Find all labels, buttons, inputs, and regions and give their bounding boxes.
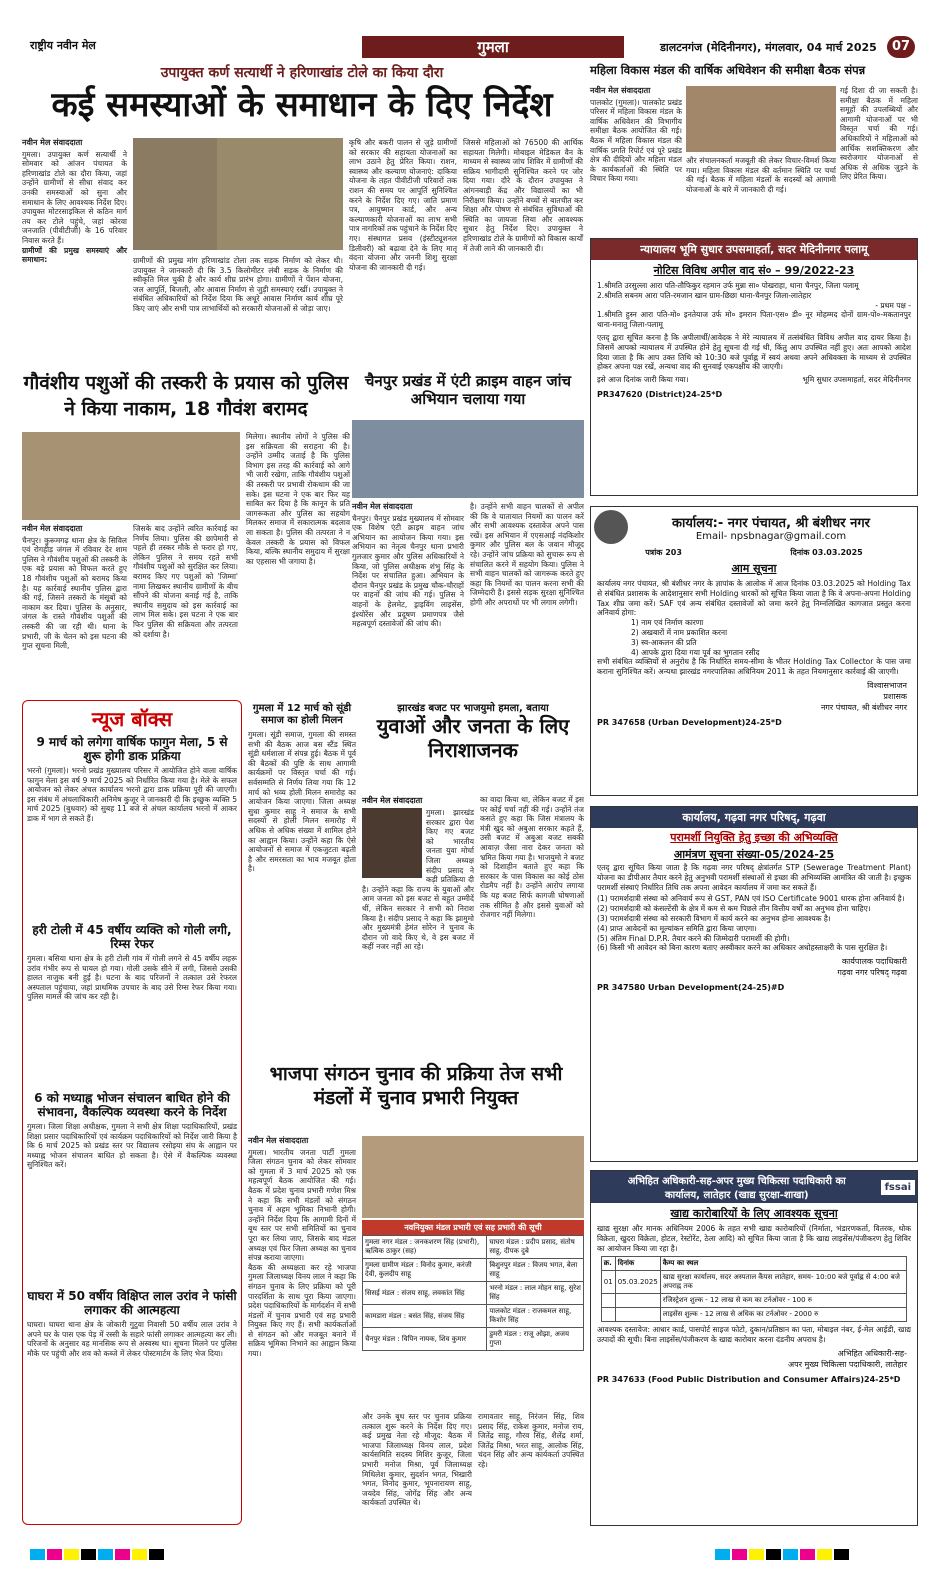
women-photo (686, 86, 836, 152)
bjp-column-1: नवीन मेल संवाददाता गुमला। भारतीय जनता पार्टी गुमला जिला संगठन चुनाव को लेकर सोमवार को गुमला में 3 मार्च 2025 को एक महत्वपूर्ण बैठक आयोजित की गई। बैठक में प्रदेश चुनाव प्रभारी गणेश मिश्र ने कहा कि सभी मंडलों को संगठन चुनाव में अहम भूमिका निभानी होगी। उन्होंने निर्देश दिया कि आगामी दिनों में बूथ स्तर पर सभी समितियों का चुनाव पूरा कर लिया जाए, जिसके बाद मंडल अध्यक्ष एवं फिर जिला अध्यक्ष का चुनाव संपन्न कराया जाएगा। बैठक की अध्यक्षता कर रहे भाजपा गुमला जिलाध्यक्ष विनय लाल ने कहा कि संगठन चुनाव के लिए प्रक्रिया को पूरी पारदर्शिता के साथ पूरा किया जाएगा। प्रदेश पदाधिकारियों के मार्गदर्शन में सभी मंडलों में चुनाव प्रभारी एवं सह प्रभारी नियुक्त किए गए हैं। सभी कार्यकर्ताओं से संगठन को और मजबूत बनाने में सक्रिय भूमिका निभाने का आह्वान किया गया। (248, 1136, 356, 1359)
news-item: हरी टोली में 45 वर्षीय व्यक्ति को गोली लगी, रिम्स रेफर गुमला। बसिया थाना क्षेत्र के हरी टोली गांव में गोली लगने से 45 वर्षीय लहरू उरांव गंभीर रूप से घायल हो गया। गोली उसके सीने में लगी, जिससे उसकी हालत नाजुक बनी हुई है। घटना के बाद परिजनों ने तत्काल उसे रेफरल अस्पताल पहुंचाया, जहां प्राथमिक उपचार के बाद उसे रिम्स रेफर किया गया। पुलिस मामले की जांच कर रही है। (27, 923, 237, 1002)
color-registration-bar (30, 1545, 230, 1559)
page-number: 07 (887, 36, 915, 58)
cow-column-2: जिसके बाद उन्होंने त्वरित कार्रवाई का निर्णय लिया। पुलिस की छापेमारी से पहले ही तस्कर मौके से फरार हो गए, लेकिन पुलिस ने समय रहते सभी गौवंशीय पशुओं को सुरक्षित कर लिया। बरामद किए गए पशुओं को 'जिम्मा' नामा लिखकर स्थानीय ग्रामीणों के बीच सौंपने की योजना बनाई गई है, ताकि स्थानीय समुदाय को इस कार्रवाई का लाभ मिल सके। इस घटना ने एक बार फिर पुलिस की सक्रियता और तत्परता को दर्शाया है। (133, 524, 238, 639)
lead-column-2: ग्रामीणों की प्रमुख मांग हरिणाखांड टोला तक सड़क निर्माण को लेकर थी। उपायुक्त ने जानकारी दी कि 3.5 किलोमीटर लंबी सड़क के निर्माण की स्वीकृति मिल चुकी है और कार्य शीघ्र प्रारंभ होगा। ग्रामीणों ने पेंशन योजना, जल आपूर्ति, बिजली, और आवास निर्माण से जुड़ी समस्याएं रखीं। उपायुक्त ने संबंधित अधिकारियों को निर्देश दिया कि अधूरे आवास निर्माण कार्य शीघ्र पूरे किए जाएं और सभी पात्र लाभार्थियों को सरकारी योजनाओं से जोड़ा जाए। (133, 256, 343, 313)
bjp-column-2: और उनके बूथ स्तर पर चुनाव प्रक्रिया तत्काल शुरू करने के निर्देश दिए गए। कई प्रमुख नेता रहे मौजूद: बैठक में भाजपा जिलाध्यक्ष विनय लाल, प्रदेश कार्यसमिति सदस्य मिशिर कुजूर, जिला प्रभारी मनोज मिश्रा, पूर्व जिलाध्यक्ष मिथिलेश कुमार, सुदर्शन भगत, भिखारी भगत, विनोद कुमार, भूपनारायण साहू, जयदेव सिंह, जोगेंद्र सिंह और अन्य कार्यकर्ता उपस्थित थे। (362, 1412, 472, 1508)
chainpur-photo (352, 420, 584, 498)
news-box (22, 700, 242, 1525)
emblem-icon (594, 510, 628, 544)
bjp-headline: भाजपा संगठन चुनाव की प्रक्रिया तेज सभी मंडलों में चुनाव प्रभारी नियुक्त (269, 1063, 563, 1109)
budget-headline: युवाओं और जनता के लिए निराशाजनक (376, 714, 570, 762)
section-banner: गुमला (362, 36, 624, 58)
holi-headline: गुमला में 12 मार्च को सूंडी समाज का होली मिलन (252, 703, 352, 726)
news-item: 6 को मध्याह्न भोजन संचालन बाधित होने की संभावना, वैकल्पिक व्यवस्था करने के निर्देश गुमला। जिला शिक्षा अधीक्षक, गुमला ने सभी क्षेत्र शिक्षा पदाधिकारियों, प्रखंड शिक्षा प्रसार पदाधिकारियों एवं कार्यक्रम पदाधिकारियों को निर्देश जारी किया है कि 6 मार्च 2025 को प्रखंड स्तर पर विद्यालय रसोइया संघ के आह्वान पर मध्याह्न भोजन संचालन बाधित हो सकता है। ऐसे में वैकल्पिक व्यवस्था सुनिश्चित करें। (27, 1091, 237, 1170)
chainpur-headline: चैनपुर प्रखंड में एंटी क्राइम वाहन जांच अभियान चलाया गया (364, 372, 572, 408)
color-registration-bar (715, 1545, 915, 1559)
lead-kicker: उपायुक्त कर्ण सत्यार्थी ने हरिणाखांड टोले का किया दौरा (160, 65, 444, 81)
lead-column-4: जिससे महिलाओं को 76500 की आर्थिक सहायता मिलेगी। मोबाइल मेडिकल वैन के माध्यम से स्वास्थ्य जांच शिविर में ग्रामीणों की सक्रिय भागीदारी सुनिश्चित करने पर जोर दिया गया। दौरे के दौरान उपायुक्त ने आंगनबाड़ी केंद्र और विद्यालयों का भी निरीक्षण किया। उन्होंने बच्चों से बातचीत कर शिक्षा और पोषण से संबंधित सुविधाओं की स्थिति का जायजा लिया और आवश्यक सुधार हेतु निर्देश दिए। उपायुक्त ने हरिणाखांड टोले के ग्रामीणों को विकास कार्यों में तेजी लाने की जानकारी दी। (463, 138, 583, 253)
women-column-2: और संचालनकर्ता मजबूती की लेकर विचार-विमर्श किया गया। महिला विकास मंडल की वर्तमान स्थिति पर चर्चा की गई। बैठक में महिला मंडलों के सदस्यों को आगामी योजनाओं के बारे में जानकारी दी गई। (686, 156, 836, 194)
women-column-1: नवीन मेल संवाददाता पालकोट (गुमला)। पालकोट प्रखंड परिसर में महिला विकास मंडल के वार्षिक अधिवेशन की विभागीय समीक्षा बैठक आयोजित की गई। बैठक में महिला विकास मंडल की वार्षिक प्रगति रिपोर्ट एवं पूरे प्रखंड क्षेत्र की दीदियों और महिला मंडल के कार्यकर्ताओं की स्थिति पर विचार किया गया। (590, 86, 682, 184)
camp-table: क्र. दिनांक कैम्प का स्थल 01 05.03.2025 खाद्य सुरक्षा कार्यालय, सदर अस्पताल कैंपस लातेहार, समय- 10:00 बजे पूर्वाह्न से 4:00 बजे अपराह्न तक रजिस्ट्रेशन शुल्क - 12 लाख से कम का टर्नओवर - 100 रु लाइसेंस शुल्क - 12 लाख से अधिक का टर्नओवर - 2000 रु (601, 1256, 907, 1322)
cow-column-3: मिलेगा। स्थानीय लोगों ने पुलिस की इस सक्रियता की सराहना की है। उन्होंने उम्मीद जताई है कि पुलिस विभाग इस तरह की कार्रवाई को आगे भी जारी रखेगा, ताकि गौवंशीय पशुओं की तस्करी पर प्रभावी रोकथाम की जा सके। इस घटना ने एक बार फिर यह साबित कर दिया है कि कानून के प्रति जागरूकता और पुलिस का सहयोग मिलकर समाज में सकारात्मक बदलाव ला सकता है। पुलिस की तत्परता ने न केवल तस्करी के प्रयास को विफल किया, बल्कि स्थानीय समुदाय में सुरक्षा का एहसास भी जगाया है। (246, 432, 350, 566)
bjp-list-title: नवनियुक्त मंडल प्रभारी एवं सह प्रभारी की सूची (362, 1220, 584, 1235)
bjp-photo (362, 1136, 584, 1218)
bjp-list-table: गुमला नगर मंडल : जनकशरण सिंह (प्रभारी), ऋत्विक ठाकुर (सह) घाघरा मंडल : प्रदीप प्रसाद, संतोष साहू, दीपक दुबे गुमला ग्रामीण मंडल : विनोद कुमार, करंजी देवी, कुलदीप साहू बिशुनपुर मंडल : विजय भगत, बेला साहू सिसई मंडल : संजय साहू, लवकांत सिंह भरनो मंडल : लाल मोहन साहू, सुरेश सिंह कामडारा मंडल : बसंत सिंह, संजय सिंह पालकोट मंडल : राजकमल साहू, किशोर सिंह चैनपुर मंडल : विपिन नायक, शिव कुमार डुमरी मंडल : राजू ओझा, अजय गुप्ता (362, 1235, 584, 1351)
cow-headline: गौवंशीय पशुओं की तस्करी के प्रयास को पुलिस ने किया नाकाम, 18 गौवंश बरामद (23, 372, 349, 420)
budget-headline-block (362, 700, 584, 792)
dateline: डालटनगंज (मेदिनीनगर), मंगलवार, 04 मार्च 2025 (660, 41, 877, 54)
masthead (0, 0, 945, 60)
bjp-list (362, 1220, 584, 1410)
budget-column-1: नवीन मेल संवाददाता गुमला। झारखंड सरकार द्वारा पेश किए गए बजट को भारतीय जनता युवा मोर्चा जिला अध्यक्ष संदीप प्रसाद ने कड़ी प्रतिक्रिया दी है। उन्होंने कहा कि राज्य के युवाओं और आम जनता को इस बजट से बहुत उम्मीदें थीं, लेकिन सरकार ने सभी को निराश किया है। संदीप प्रसाद ने कहा कि झामुमो और मुख्यमंत्री हेमंत सोरेन ने चुनाव के दौरान जो वादे किए थे, वे इस बजट में कहीं नजर नहीं आ रहे। (362, 796, 474, 952)
fssai-logo: fssai (881, 1180, 915, 1195)
cow-photo (22, 432, 240, 520)
chainpur-column-2: है। उन्होंने सभी वाहन चालकों से अपील की कि वे यातायात नियमों का पालन करें और सभी आवश्यक दस्तावेज अपने पास रखें। इस अभियान में एएसआई नंदकिशोर कुमार और पुलिस बल के जवान मौजूद रहे। उन्होंने जांच प्रक्रिया को सुचारू रूप से संचालित करने में सहयोग किया। पुलिस ने सभी वाहन चालकों को जागरूक करते हुए कहा कि नियमों का पालन करना सभी की जिम्मेदारी है। इससे सड़क सुरक्षा सुनिश्चित होगी और अपराधों पर भी लगाम लगेगी। (470, 502, 585, 607)
news-box-title: न्यूज बॉक्स (91, 707, 173, 731)
lead-column-3: कृषि और बकरी पालन से जुड़े ग्रामीणों को सरकार की सहायता योजनाओं का लाभ उठाने हेतु प्रेरित किया। राशन, स्वास्थ्य और कल्याण योजनाएं: दाकिया योजना के तहत पीवीटीजी परिवारों तक राशन की समय पर आपूर्ति सुनिश्चित करने के निर्देश दिए गए। जाति प्रमाण पत्र, आयुष्मान कार्ड, और अन्य कल्याणकारी योजनाओं का लाभ सभी पात्र नागरिकों तक पहुंचाने के निर्देश दिए गए। संस्थागत प्रसव (इंस्टीट्यूशनल डिलीवरी) को बढ़ावा देने के लिए मातृ वंदना योजना और जननी शिशु सुरक्षा योजना की जानकारी दी गई। (349, 138, 457, 272)
news-item: घाघरा में 50 वर्षीय विक्षिप्त लाल उरांव ने फांसी लगाकर की आत्महत्या घाघरा। घाघरा थाना क्षेत्र के जोकारी गुटुवा निवासी 50 वर्षीय लाल उरांव ने अपने घर के पास एक पेड़ में रस्सी के सहारे फांसी लगाकर आत्महत्या कर ली। परिजनों के अनुसार वह मानसिक रूप से अस्वस्थ था। सूचना मिलने पर पुलिस मौके पर पहुंची और शव को कब्जे में लेकर पोस्टमार्टम के लिए भेज दिया। (27, 1289, 237, 1358)
paper-name: राष्ट्रीय नवीन मेल (30, 39, 96, 52)
holi-story: गुमला में 12 मार्च को सूंडी समाज का होली मिलन गुमला। सूंडी समाज, गुमला की समस्त सभी की बैठक आज बस स्टैंड स्थित सूंडी धर्मशाला में संपन्न हुई। बैठक में पूर्व की बैठकों की पुष्टि के साथ आगामी कार्यक्रमों पर विस्तृत चर्चा की गई। सर्वसम्मति से निर्णय लिया गया कि 12 मार्च को भव्य होली मिलन समारोह का आयोजन किया जाएगा। जिला अध्यक्ष सुधा कुमार साहू ने समाज के सभी सदस्यों से होली मिलन समारोह में अधिक से अधिक संख्या में शामिल होने का आह्वान किया। उन्होंने कहा कि ऐसे आयोजनों से समाज में एकजुटता बढ़ती है और समरसता का भाव मजबूत होता है। (248, 703, 356, 874)
budget-column-2: का वादा किया था, लेकिन बजट में इस पर कोई चर्चा नहीं की गई। उन्होंने तंज कसते हुए कहा कि जिस मंत्रालय के मंत्री खुद को अबुआ सरकार कहते हैं, उसी बजट में अबुआ बजट सबकी आवाज़ जैसा नारा देकर जनता को भ्रमित किया गया है। भाजयुमो ने बजट को दिशाहीन बताते हुए कहा कि सरकार के पास विकास का कोई ठोस रोडमैप नहीं है। उन्होंने आरोप लगाया कि यह बजट सिर्फ कागजी घोषणाओं तक सीमित है और इससे युवाओं को रोजगार नहीं मिलेगा। (480, 795, 584, 920)
bjp-column-3: रामावतार साहू, निरंजन सिंह, शिव प्रसाद सिंह, राकेश कुमार, मनोज राय, जितेंद्र साहू, गौरव सिंह, शैलेंद्र शर्मा, जितेंद्र मिश्रा, भरत साहू, आलोक सिंह, चंदन सिंह और अन्य कार्यकर्ता उपस्थित रहे। (478, 1412, 584, 1469)
lead-headline: कई समस्याओं के समाधान के दिए निर्देश (51, 85, 553, 125)
lead-photo-2 (217, 138, 343, 250)
nagar-panchayat-notice: कार्यालय:- नगर पंचायत, श्री बंशीधर नगर Email- npsbnagar@gmail.com पत्रांक 203 दिनांक 03.03.2025 आम सूचना कार्यालय नगर पंचायत, श्री बंशीधर नगर के ज्ञापांक के आलोक में आज दिनांक 03.03.2025 को Holding Tax से संबंधित प्रशासक के आदेशानुसार सभी Holding धारकों को सूचित किया जाता है कि वे अपना-अपना Holding Tax शीघ्र जमा करें। SAF एवं अन्य संबंधित दस्तावेजों को जमा करने हेतु निम्नलिखित कागजात प्रस्तुत करना अनिवार्य होगा: 1) नाम एवं निर्माण कारणा 2) अखबारों में नाम प्रकाशित करना 3) स्व-आकलन की प्रति 4) आपके द्वारा दिया गया पूर्व का भुगतान रसीद सभी संबंधित व्यक्तियों से अनुरोध है कि निर्धारित समय-सीमा के भीतर Holding Tax Collector के पास जमा कराना सुनिश्चित करें। अन्यथा झारखंड नगरपालिका अधिनियम 2011 के तहत नियमानुसार कार्रवाई की जाएगी। विश्वासभाजन प्रशासक नगर पंचायत, श्री बंशीधर नगर PR 347658 (Urban Development)24-25*D (590, 506, 918, 796)
food-safety-notice: अभिहित अधिकारी-सह-अपर मुख्य चिकित्सा पदाधिकारी का कार्यालय, लातेहार (खाद्य सुरक्षा-शाखा) fssai खाद्य कारोबारियों के लिए आवश्यक सूचना खाद्य सुरक्षा और मानक अधिनियम 2006 के तहत सभी खाद्य कारोबारियों (निर्माता, भंडारणकर्ता, वितरक, थोक विक्रेता, खुदरा विक्रेता, होटल, रेस्टोरेंट, ठेला आदि) को सूचित किया जाता है कि खाद्य लाइसेंस/पंजीकरण हेतु शिविर का आयोजन किया जा रहा है। क्र. दिनांक कैम्प का स्थल 01 05.03.2025 खाद्य सुरक्षा कार्यालय, सदर अस्पताल कैंपस लातेहार, समय- 10:00 बजे पूर्वाह्न से 4:00 बजे अपराह्न तक रजिस्ट्रेशन शुल्क - 12 लाख से कम का टर्नओवर - 100 रु लाइसेंस शुल्क - 12 लाख से अधिक का टर्नओवर - 2000 रु आवश्यक दस्तावेज: आधार कार्ड, पासपोर्ट साइज फोटो, दुकान/प्रतिष्ठान का पता, मोबाइल नंबर, ई-मेल आईडी, खाद्य उत्पादों की सूची। बिना लाइसेंस/पंजीकरण के खाद्य कारोबार करना दंडनीय अपराध है। अभिहित अधिकारी-सह- अपर मुख्य चिकित्सा पदाधिकारी, लातेहार PR 347633 (Food Public Distribution and Consumer Affairs)24-25*D (590, 1170, 918, 1526)
budget-kicker: झारखंड बजट पर भाजयुमो हमला, बताया (397, 703, 549, 714)
court-notice: न्यायालय भूमि सुधार उपसमाहर्ता, सदर मेदिनीनगर पलामू नोटिस विविध अपील वाद सं० – 99/2022-23 1.श्रीमति उरसुल्ला आरा पति-तौफिकुर रहमान उर्फ मुन्ना सा० पोखराहा, थाना चैनपुर, जिला पलामू 2.श्रीमति सबनम आरा पति-रमजान खान ग्राम-छिछा थाना-चैनपुर जिला-लातेहार - प्रथम पक्ष - 1.श्रीमति हुस्न आरा पति-मो० इनतेयाज उर्फ मो० इमरान पिता-एस० डी० नूर मोहम्मद दोनों ग्राम-पो०-मकतानपुर थाना-मनातु जिला-पलामू एतद् द्वारा सूचित करना है कि अपीलार्थी/आवेदक ने मेरे न्यायालय में तत्संबंधित विविध अपील वाद दायर किया है। जिसमें आपको न्यायालय में उपस्थित होने हेतु सूचना दी गई थी, किंतु आप उपस्थित नहीं हुए। अतः आपको आदेश दिया जाता है कि आप उक्त तिथि को 10:30 बजे पूर्वाह्न में स्वयं अथवा अपने अधिवक्ता के माध्यम से उपस्थित होकर अपना पक्ष रखें, अन्यथा वाद की सुनवाई एकपक्षीय की जाएगी। इसे आज दिनांक जारी किया गया। भूमि सुधार उपसमाहर्ता, सदर मेदिनीनगर PR347620 (District)24-25*D (590, 238, 918, 496)
cow-column-1: नवीन मेल संवाददाता चैनपुर। कुरूमगढ़ थाना क्षेत्र के सिविल एवं रोगहीड़ जंगल में रविवार देर शाम पुलिस ने गौवंशीय पशुओं की तस्करी के एक बड़े प्रयास को विफल करते हुए 18 गौवंशीय पशुओं को बरामद किया है। यह कार्रवाई स्थानीय पुलिस द्वारा की गई, जिसने तस्करों के मंसूबों को नाकाम कर दिया। पुलिस के अनुसार, जंगल के रास्ते गौवंशीय पशुओं की तस्करी की जा रही थी। थाना के प्रभारी, जी के चेतन को इस घटना की गुप्त सूचना मिली, (22, 524, 128, 651)
news-item: 9 मार्च को लगेगा वार्षिक फागुन मेला, 5 से शुरू होगी डाक प्रक्रिया भरनो (गुमला)। भरनो प्रखंड मुख्यालय परिसर में आयोजित होने वाला वार्षिक फागुन मेला इस वर्ष 9 मार्च 2025 को निर्धारित किया गया है। मेले के सफल आयोजन को लेकर अंचल कार्यालय भरनो द्वारा डाक प्रक्रिया पूरी की जाएगी। इस संबंध में अंचलाधिकारी अनिमेष कुजूर ने जानकारी दी कि इच्छुक व्यक्ति 5 मार्च 2025 (बुधवार) को सुबह 11 बजे से अंचल कार्यालय भरनो में आकर डाक में भाग ले सकते हैं। (27, 735, 237, 823)
lead-column-1: नवीन मेल संवाददाता गुमला। उपायुक्त कर्ण सत्यार्थी ने सोमवार को आंजन पंचायत के हरिणाखांड टोले का दौरा किया, जहां उन्होंने ग्रामीणों से सीधा संवाद कर उनकी समस्याओं को सुना और समाधान के लिए आवश्यक निर्देश दिए। उपायुक्त मोटरसाइकिल से कठिन मार्ग तय कर टोले पहुंचे, जहां कोरवा जनजाति (पीवीटीजी) के 16 परिवार निवास करते हैं। ग्रामीणों की प्रमुख समस्याएं और समाधान: (22, 138, 127, 265)
chainpur-column-1: नवीन मेल संवाददाता चैनपुर। चैनपुर प्रखंड मुख्यालय में सोमवार एक विशेष एंटी क्राइम वाहन जांच अभियान का आयोजन किया गया। इस अभियान का नेतृत्व चैनपुर थाना प्रभारी गुलजार कुमार और पुलिस अधिकारियों ने किया, जो पुलिस अधीक्षक शंभु सिंह के निर्देश पर संचालित हुआ। अभियान के दौरान चैनपुर प्रखंड के प्रमुख चौक-चौराहों पर वाहनों की जांच की गई। पुलिस ने वाहनों के हेलमेट, ड्राइविंग लाइसेंस, इंश्योरेंस और प्रदूषण प्रमाणपत्र जैसे महत्वपूर्ण दस्तावेजों की जांच की। (352, 502, 464, 629)
budget-person-photo (362, 808, 422, 878)
women-column-3: गई दिशा दी जा सकती है। समीक्षा बैठक में महिला समूहों की उपलब्धियों और आगामी योजनाओं पर भी विस्तृत चर्चा की गई। अधिकारियों ने महिलाओं को आर्थिक सशक्तिकरण और स्वरोजगार योजनाओं से अधिक से अधिक जुड़ने के लिए प्रेरित किया। (840, 86, 918, 182)
garhwa-notice: कार्यालय, गढ़वा नगर परिषद्, गढ़वा परामर्शी नियुक्ति हेतु इच्छा की अभिव्यक्ति आमंत्रण सूचना संख्या-05/2024-25 एतद् द्वारा सूचित किया जाता है कि गढ़वा नगर परिषद् क्षेत्रांतर्गत STP (Sewerage Treatment Plant) योजना का डीपीआर तैयार करने हेतु अनुभवी परामर्शी संस्थाओं से इच्छा की अभिव्यक्ति आमंत्रित की जाती है। इच्छुक परामर्शी संस्थाएं निर्धारित तिथि तक अपना आवेदन कार्यालय में जमा कर सकते हैं। (1) परामर्शदात्री संस्था को अनिवार्य रूप से GST, PAN एवं ISO Certificate 9001 धारक होना अनिवार्य है। (2) परामर्शदात्री को कंसल्टेंसी के क्षेत्र में कम से कम पिछले तीन वित्तीय वर्षों का अनुभव होना चाहिए। (3) परामर्शदात्री संस्था को सरकारी विभाग में कार्य करने का अनुभव होना आवश्यक है। (4) प्राप्त आवेदनों का मूल्यांकन समिति द्वारा किया जाएगा। (5) अंतिम Final D.P.R. तैयार करने की जिम्मेदारी परामर्शी की होगी। (6) किसी भी आवेदन को बिना कारण बताए अस्वीकार करने का अधिकार अधोहस्ताक्षरी के पास सुरक्षित है। कार्यपालक पदाधिकारी गढ़वा नगर परिषद् गढ़वा PR 347580 Urban Development(24-25)#D (590, 806, 918, 1162)
women-headline: महिला विकास मंडल की वार्षिक अधिवेशन की समीक्षा बैठक संपन्न (590, 63, 866, 77)
